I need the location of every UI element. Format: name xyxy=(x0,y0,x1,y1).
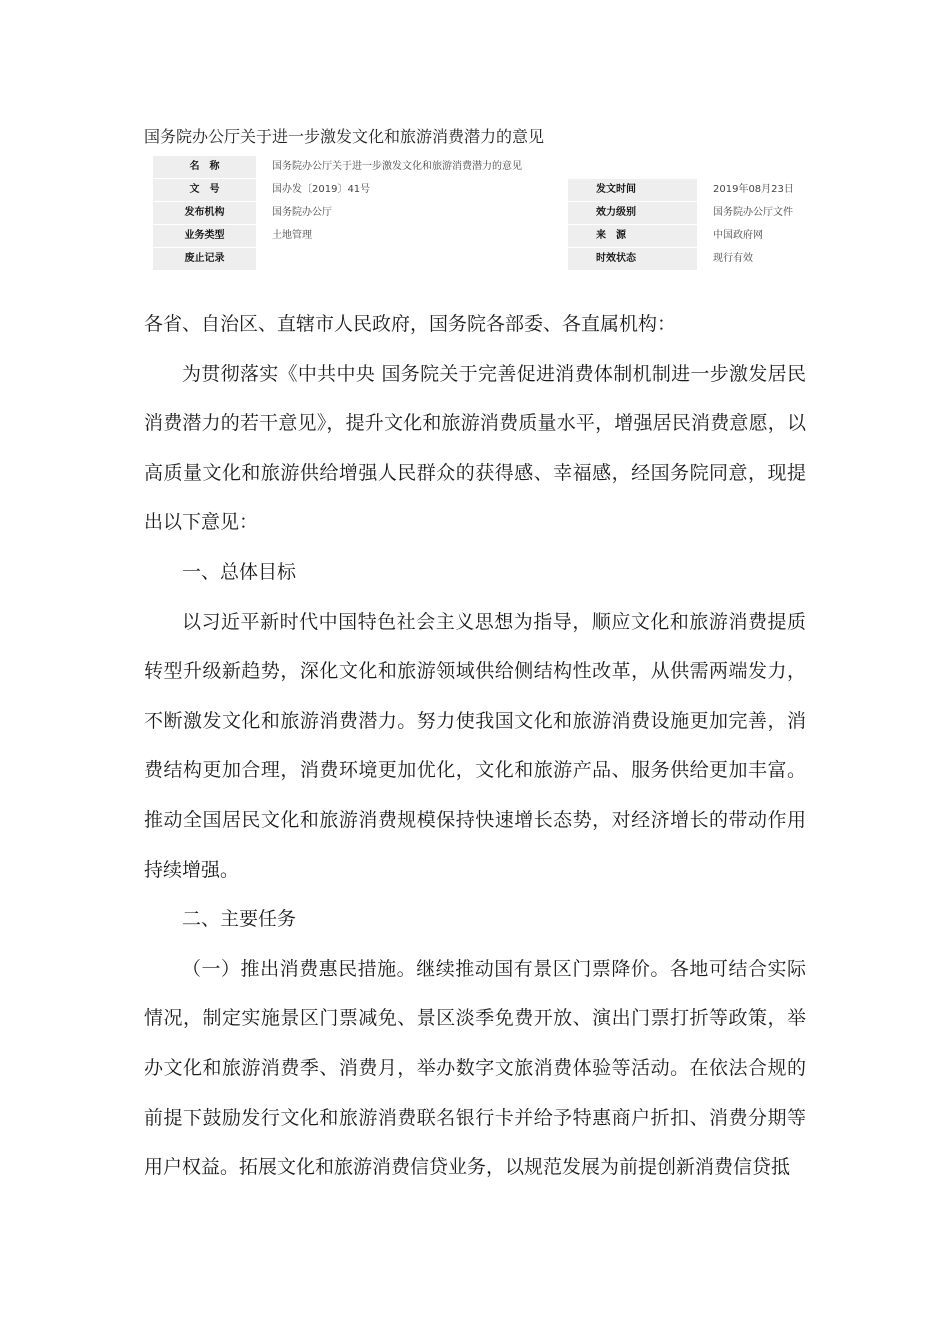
table-row-name xyxy=(153,156,807,179)
source-label: 来 源 xyxy=(568,225,697,248)
table-row xyxy=(153,179,807,202)
document-body xyxy=(144,300,806,1193)
issue-date-label: 发文时间 xyxy=(568,179,697,202)
table-row xyxy=(153,225,807,248)
doc-number-value: 国办发〔2019〕41号 xyxy=(256,179,568,202)
paragraph-goals: 以习近平新时代中国特色社会主义思想为指导，顺应文化和旅游消费提质转型升级新趋势，深化文化和旅游领域供给侧结构性改革，从供需两端发力，不断激发文化和旅游消费潜力。努力使我国文化和旅游消费设施更加完善，消费结构更加合理，消费环境更加优化，文化和旅游产品、服务供给更加丰富。推动全国居民文化和旅游消费规模保持快速增长态势，对经济增长的带动作用持续增强。 xyxy=(144,610,806,881)
name-value: 国务院办公厅关于进一步激发文化和旅游消费潜力的意见 xyxy=(256,156,807,179)
validity-status-label: 时效状态 xyxy=(568,248,697,271)
table-row xyxy=(153,248,807,271)
section-heading-1: 一、总体目标 xyxy=(182,560,297,583)
effect-level-label: 效力级别 xyxy=(568,202,697,225)
issuer-value: 国务院办公厅 xyxy=(256,202,568,225)
name-label: 名 称 xyxy=(153,156,256,179)
effect-level-value: 国务院办公厅文件 xyxy=(697,202,807,225)
salutation: 各省、自治区、直辖市人民政府，国务院各部委、各直属机构： xyxy=(144,313,677,335)
paragraph-tasks: （一）推出消费惠民措施。继续推动国有景区门票降价。各地可结合实际情况，制定实施景区门票减免、景区淡季免费开放、演出门票打折等政策，举办文化和旅游消费季、消费月，举办数字文旅消费体验等活动。在依法合规的前提下鼓励发行文化和旅游消费联名银行卡并给予特惠商户折扣、消费分期等用户权益。拓展文化和旅游消费信贷业务，以规范发展为前提创新消费信贷抵 xyxy=(144,957,806,1179)
intro-paragraph: 为贯彻落实《中共中央 国务院关于完善促进消费体制机制进一步激发居民消费潜力的若干意见》，提升文化和旅游消费质量水平，增强居民消费意愿，以高质量文化和旅游供给增强人民群众的获得感、幸福感，经国务院同意，现提出以下意见： xyxy=(144,362,806,534)
doc-number-label: 文 号 xyxy=(153,179,256,202)
section-heading-2: 二、主要任务 xyxy=(182,908,297,931)
document-title: 国务院办公厅关于进一步激发文化和旅游消费潜力的意见 xyxy=(144,127,545,146)
business-type-label: 业务类型 xyxy=(153,225,256,248)
validity-status-value: 现行有效 xyxy=(697,248,807,271)
repeal-record-label: 废止记录 xyxy=(153,248,256,271)
issuer-label: 发布机构 xyxy=(153,202,256,225)
source-value: 中国政府网 xyxy=(697,225,807,248)
document-info-table xyxy=(153,156,807,271)
table-row xyxy=(153,202,807,225)
repeal-record-value xyxy=(256,248,568,271)
business-type-value: 土地管理 xyxy=(256,225,568,248)
issue-date-value: 2019年08月23日 xyxy=(697,179,807,202)
